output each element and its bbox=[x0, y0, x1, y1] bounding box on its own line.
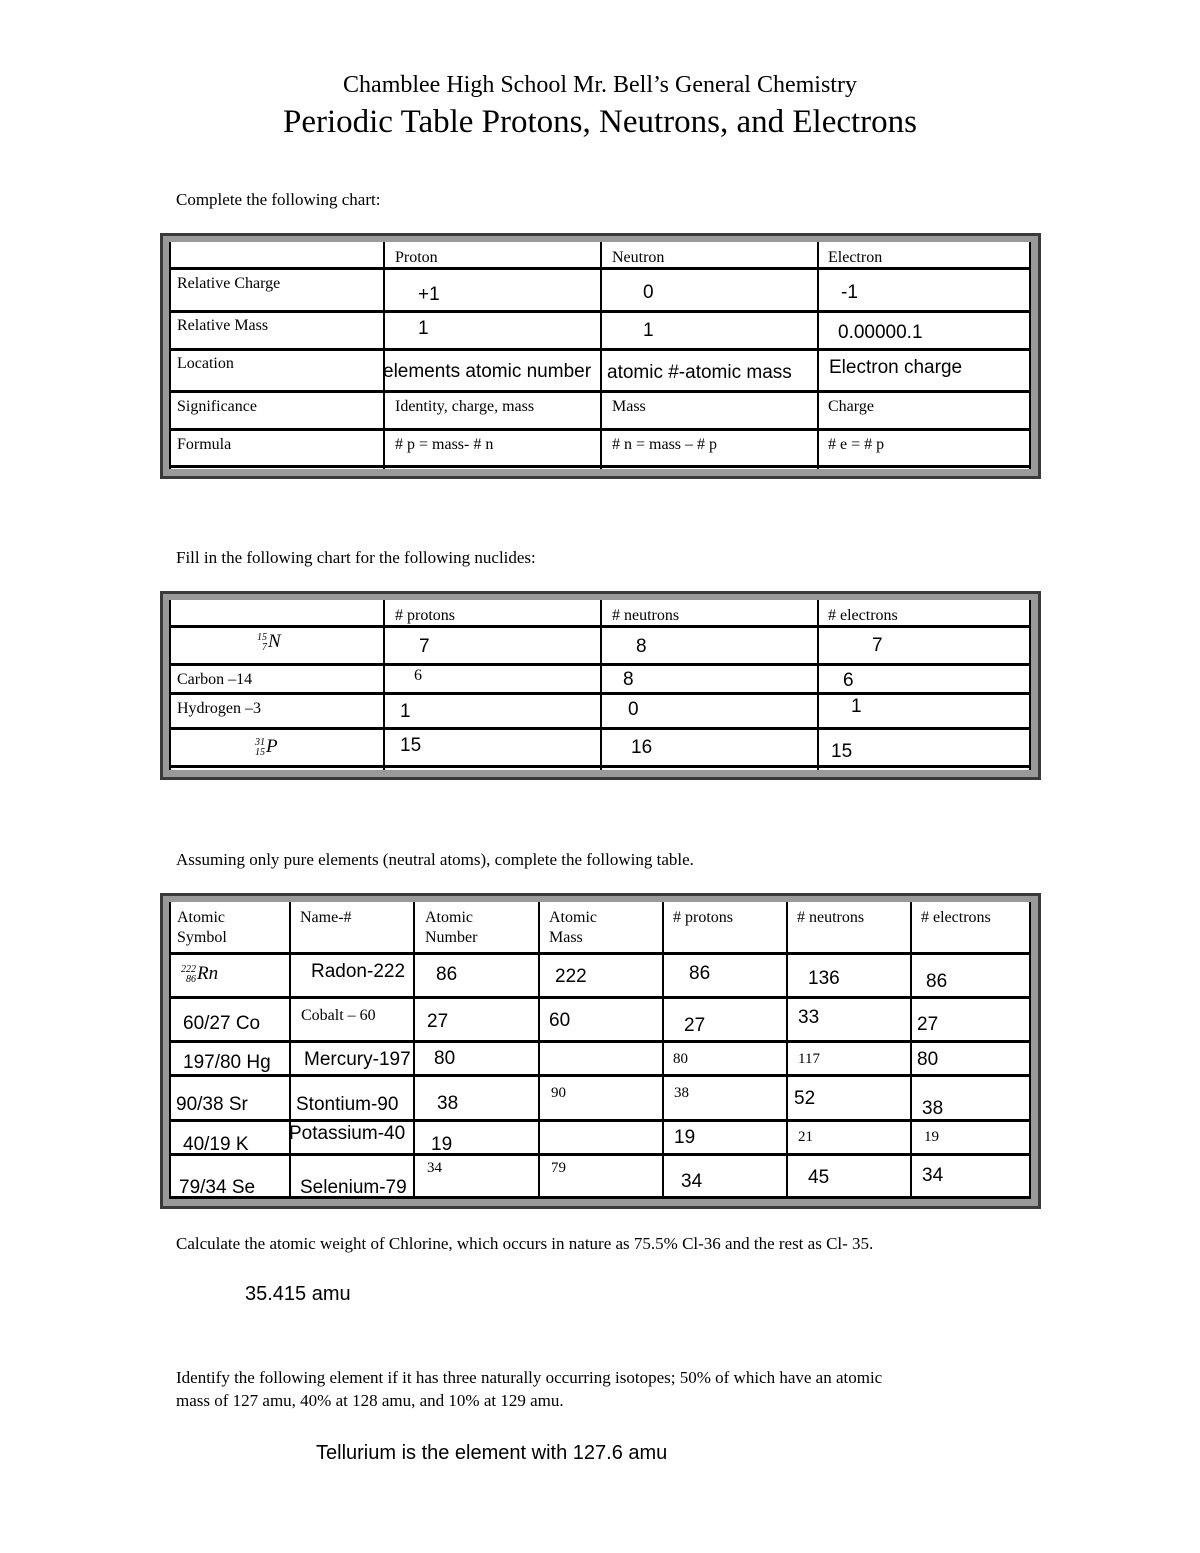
answer-cell: Electron charge bbox=[829, 357, 963, 378]
col-header-protons: # protons bbox=[395, 607, 455, 624]
col-header-neutrons: # neutrons bbox=[612, 607, 680, 624]
answer-cell: 45 bbox=[808, 1167, 830, 1188]
col-header-neutrons: # neutrons bbox=[797, 909, 865, 926]
answer-cell: 52 bbox=[794, 1088, 816, 1109]
answer-cell: # n = mass – # p bbox=[612, 436, 718, 453]
nuclide-prefix: 31 15 bbox=[255, 736, 265, 758]
answer-cell: 1 bbox=[643, 320, 654, 341]
element-table bbox=[160, 893, 1041, 1209]
question-isotopes-line2: mass of 127 amu, 40% at 128 amu, and 10% at 129 amu. bbox=[176, 1391, 564, 1410]
nuclide-prefix: 222 86 bbox=[181, 963, 196, 985]
answer-cell: 90 bbox=[551, 1085, 566, 1101]
answer-cell: 38 bbox=[437, 1093, 459, 1114]
answer-cell: 86 bbox=[926, 971, 948, 992]
row-label: Hydrogen –3 bbox=[177, 700, 261, 717]
answer-cell: 19 bbox=[674, 1127, 696, 1148]
answer-cell: 60 bbox=[549, 1010, 571, 1031]
answer-cell: 90/38 Sr bbox=[176, 1094, 248, 1115]
answer-cell: 40/19 K bbox=[183, 1134, 249, 1155]
answer-isotopes: Tellurium is the element with 127.6 amu bbox=[316, 1442, 668, 1464]
answer-cell: Mercury-197 bbox=[304, 1049, 411, 1070]
answer-cell: Identity, charge, mass bbox=[395, 398, 535, 415]
nuclide-chart-grid bbox=[169, 600, 1031, 770]
answer-cell: Potassium-40 bbox=[289, 1123, 406, 1144]
answer-cell: 15 bbox=[831, 741, 853, 762]
section2-instruction: Fill in the following chart for the following nuclides: bbox=[176, 548, 536, 567]
answer-cell: 222 bbox=[555, 966, 587, 987]
answer-cell: 34 bbox=[922, 1165, 944, 1186]
answer-cell: -1 bbox=[841, 282, 858, 303]
page-title: Periodic Table Protons, Neutrons, and Electrons bbox=[282, 104, 918, 140]
particle-chart-grid bbox=[169, 242, 1031, 469]
answer-cell: 0 bbox=[628, 699, 639, 720]
answer-cell: 117 bbox=[798, 1051, 820, 1067]
row-label: Relative Mass bbox=[177, 317, 269, 334]
nuclide-symbol-rn222: 222 86Rn bbox=[181, 963, 219, 985]
answer-cell: Charge bbox=[828, 398, 874, 415]
row-label: Relative Charge bbox=[177, 275, 281, 292]
answer-cell: 19 bbox=[431, 1134, 453, 1155]
nuclide-prefix: 15 7 bbox=[257, 631, 267, 653]
section1-instruction: Complete the following chart: bbox=[176, 190, 381, 209]
answer-cell: 80 bbox=[917, 1049, 939, 1070]
answer-cell: 1 bbox=[400, 701, 411, 722]
answer-cell: Stontium-90 bbox=[296, 1094, 399, 1115]
answer-cell: 197/80 Hg bbox=[183, 1052, 271, 1073]
answer-cell: 86 bbox=[436, 964, 458, 985]
answer-cell: # e = # p bbox=[828, 436, 885, 453]
answer-cell: Selenium-79 bbox=[300, 1177, 407, 1198]
col-header-electrons: # electrons bbox=[828, 607, 898, 624]
col-header-neutron: Neutron bbox=[612, 249, 665, 266]
question-chlorine: Calculate the atomic weight of Chlorine, which occurs in nature as 75.5% Cl-36 and the rest as Cl- 35. bbox=[176, 1234, 874, 1253]
col-header-atomic-mass: Atomic Mass bbox=[549, 909, 597, 946]
nuclide-chart bbox=[160, 591, 1041, 780]
answer-cell: 60/27 Co bbox=[183, 1013, 261, 1034]
answer-cell: 0 bbox=[643, 282, 654, 303]
answer-cell: 34 bbox=[427, 1160, 442, 1176]
answer-cell: 80 bbox=[434, 1048, 456, 1069]
answer-cell: 6 bbox=[414, 667, 422, 684]
answer-cell: +1 bbox=[418, 284, 440, 305]
col-header-atomic-number: Atomic Number bbox=[425, 909, 478, 946]
row-label: Formula bbox=[177, 436, 232, 453]
col-header-name: Name-# bbox=[300, 909, 352, 926]
answer-cell: atomic #-atomic mass bbox=[607, 362, 792, 383]
answer-cell: 86 bbox=[689, 963, 711, 984]
col-header-proton: Proton bbox=[395, 249, 438, 266]
answer-cell: 0.00000.1 bbox=[838, 322, 923, 343]
answer-cell: # p = mass- # n bbox=[395, 436, 494, 453]
answer-cell: 8 bbox=[636, 636, 647, 657]
answer-cell: 15 bbox=[400, 735, 422, 756]
nuclide-symbol-n15: 15 7N bbox=[257, 631, 281, 653]
col-header-electrons: # electrons bbox=[921, 909, 991, 926]
element-table-grid bbox=[169, 902, 1031, 1199]
answer-cell: 7 bbox=[872, 635, 883, 656]
answer-cell: 136 bbox=[808, 968, 840, 989]
nuclide-symbol-p31: 31 15P bbox=[255, 736, 278, 758]
row-label: Location bbox=[177, 355, 234, 372]
answer-cell: Mass bbox=[612, 398, 646, 415]
question-isotopes-line1: Identify the following element if it has three naturally occurring isotopes; 50% of which have an atomic bbox=[176, 1368, 883, 1387]
answer-cell: elements atomic number bbox=[383, 361, 592, 382]
section3-instruction: Assuming only pure elements (neutral atoms), complete the following table. bbox=[176, 850, 694, 869]
answer-cell: 16 bbox=[631, 737, 653, 758]
answer-cell: 7 bbox=[419, 636, 430, 657]
answer-cell: 33 bbox=[798, 1007, 820, 1028]
row-label: Carbon –14 bbox=[177, 671, 253, 688]
answer-cell: 80 bbox=[673, 1051, 688, 1067]
answer-cell: 27 bbox=[427, 1011, 449, 1032]
answer-cell: Radon-222 bbox=[311, 961, 406, 982]
answer-cell: 21 bbox=[798, 1129, 813, 1145]
answer-cell: 27 bbox=[917, 1014, 939, 1035]
answer-cell: 38 bbox=[674, 1085, 689, 1101]
answer-cell: 27 bbox=[684, 1015, 706, 1036]
col-header-protons: # protons bbox=[673, 909, 733, 926]
answer-cell: 8 bbox=[623, 669, 634, 690]
answer-cell: 19 bbox=[924, 1129, 939, 1145]
answer-cell: 1 bbox=[851, 696, 862, 717]
answer-chlorine: 35.415 amu bbox=[245, 1283, 351, 1305]
col-header-electron: Electron bbox=[828, 249, 883, 266]
answer-cell: 79 bbox=[551, 1160, 566, 1176]
school-header: Chamblee High School Mr. Bell’s General Chemistry bbox=[343, 72, 857, 98]
answer-cell: 6 bbox=[843, 670, 854, 691]
answer-cell: Cobalt – 60 bbox=[301, 1007, 376, 1024]
col-header-atomic-symbol: Atomic Symbol bbox=[177, 909, 227, 946]
row-label: Significance bbox=[177, 398, 257, 415]
answer-cell: 38 bbox=[922, 1098, 944, 1119]
answer-cell: 79/34 Se bbox=[179, 1177, 256, 1198]
answer-cell: 1 bbox=[418, 318, 429, 339]
answer-cell: 34 bbox=[681, 1171, 703, 1192]
particle-chart bbox=[160, 233, 1041, 479]
